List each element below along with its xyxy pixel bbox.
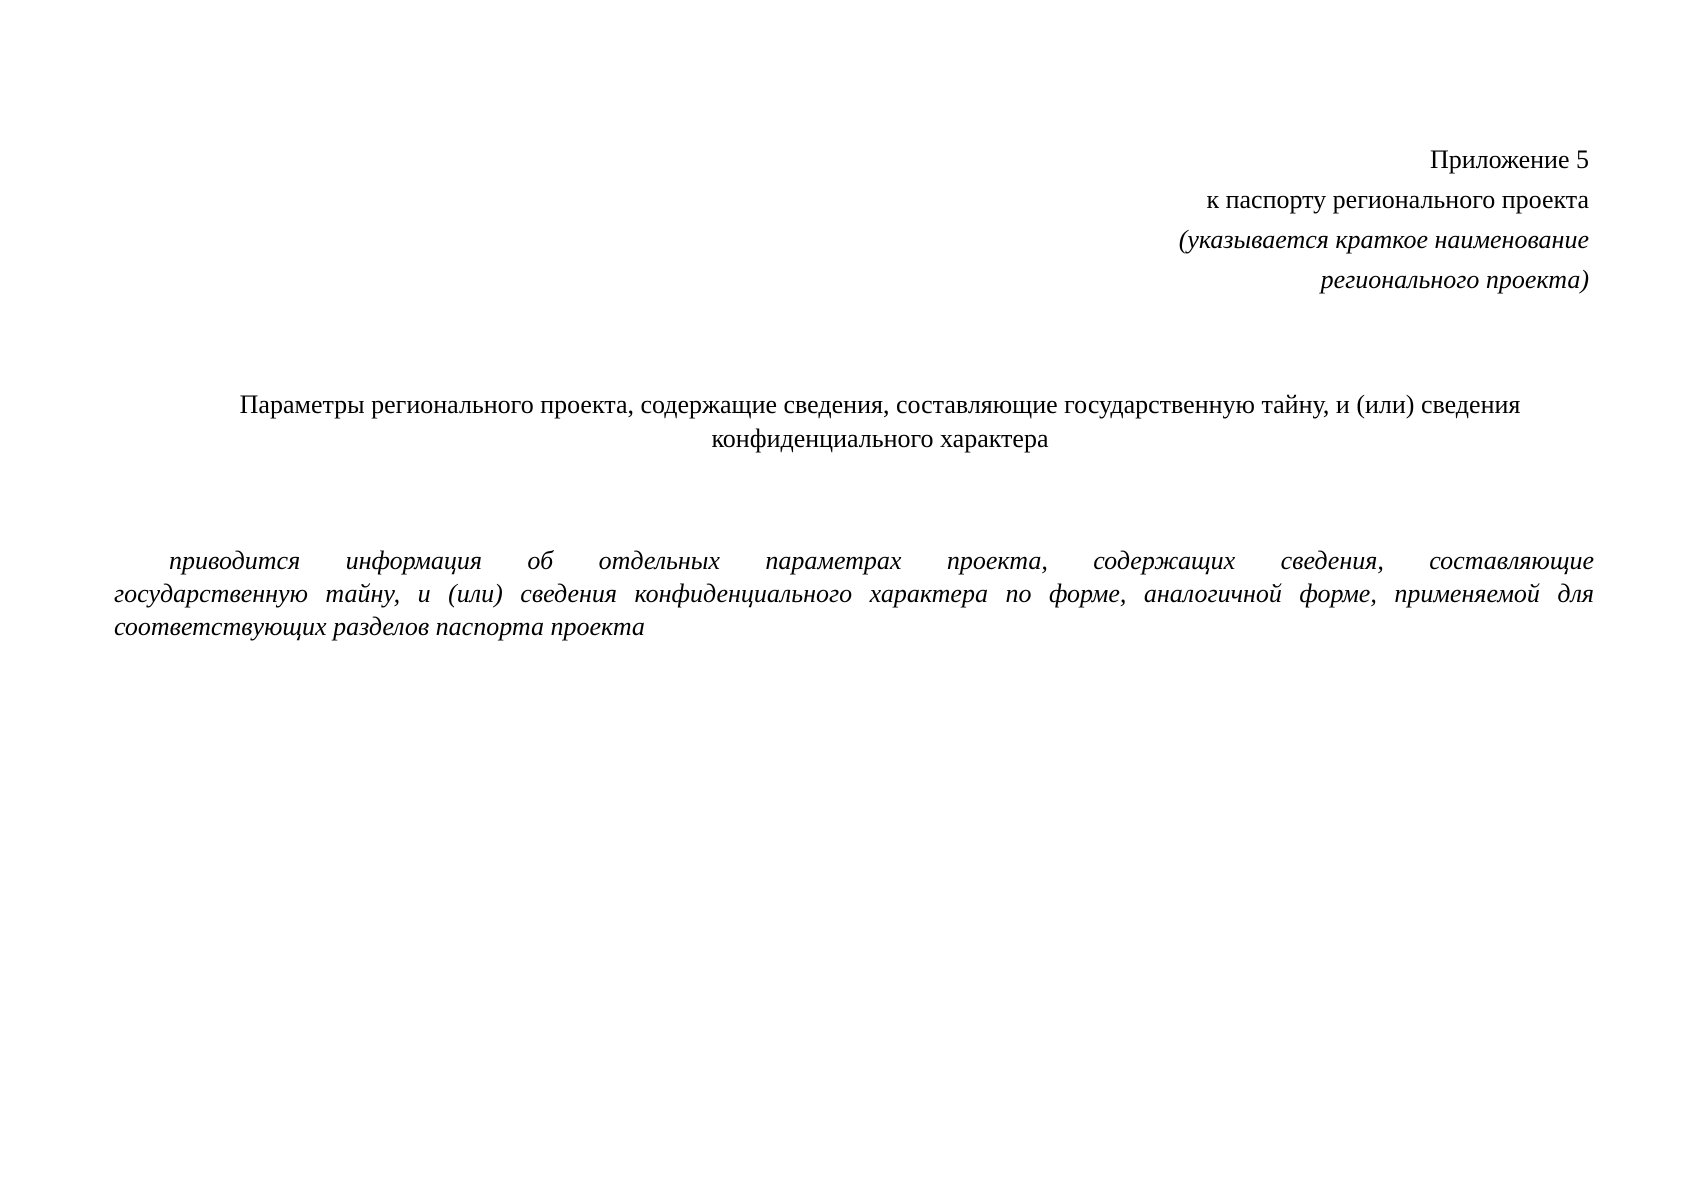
document-title xyxy=(160,388,1600,456)
appendix-reference: к паспорту регионального проекта xyxy=(1206,185,1589,214)
body-line-1: приводится информация об отдельных параметрах проекта, содержащих сведения, составляющие xyxy=(169,546,1594,575)
appendix-number: Приложение 5 xyxy=(1429,145,1589,174)
document-title-line-2: конфиденциального характера xyxy=(711,424,1049,453)
document-title-line-1: Параметры регионального проекта, содержащие сведения, составляющие государственную тайну, и (или) сведения xyxy=(239,390,1521,419)
appendix-note-line-2: регионального проекта) xyxy=(1320,265,1589,294)
body-line-3: соответствующих разделов паспорта проекта xyxy=(114,612,645,641)
appendix-header xyxy=(889,140,1589,300)
body-paragraph xyxy=(114,544,1594,643)
body-line-2: государственную тайну, и (или) сведения конфиденциального характера по форме, аналогичной форме, применяемой для xyxy=(114,579,1594,608)
appendix-note-line-1: (указывается краткое наименование xyxy=(1178,225,1589,254)
